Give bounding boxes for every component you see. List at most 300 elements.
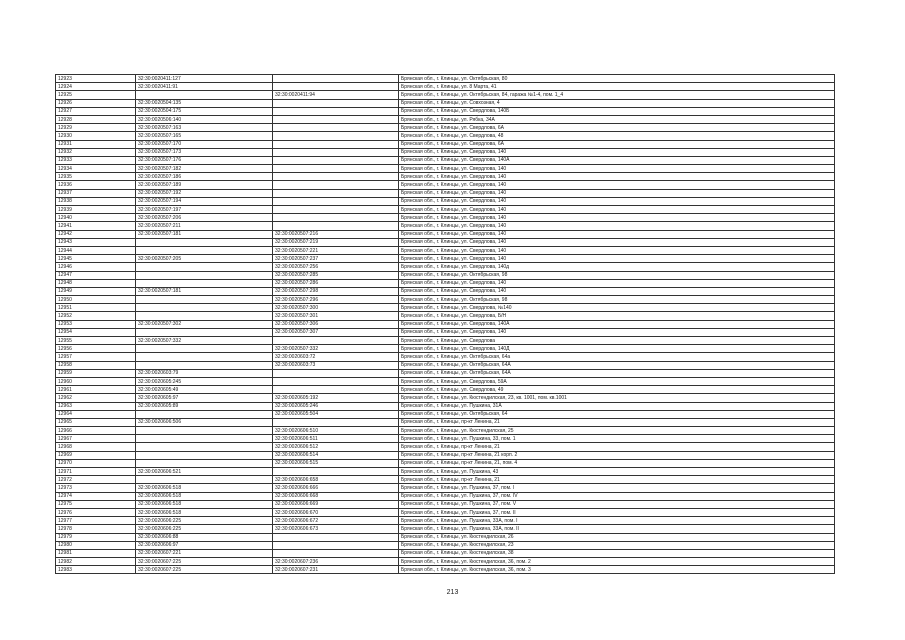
row-number-cell: 12969 [56,451,136,459]
row-number-cell: 12955 [56,337,136,345]
row-number-cell: 12980 [56,541,136,549]
table-row [56,353,835,361]
parent-cadastral-number-cell: 32:30:0020606:673 [273,525,399,533]
address-cell: Брянская обл., г. Клинцы, ул. Свердлова, 140 [399,214,835,222]
table-row [56,165,835,173]
address-cell: Брянская обл., г. Клинцы, ул. Свердлова, 140А [399,320,835,328]
table-row [56,148,835,156]
address-cell: Брянская обл., г. Клинцы, ул. Кюстендилская, 23, кв. 1001, пом. кв.1001 [399,394,835,402]
parent-cadastral-number-cell: 32:30:0020507:237 [273,255,399,263]
address-cell: Брянская обл., г. Клинцы, ул. Свердлова, 140А [399,156,835,164]
row-number-cell: 12962 [56,394,136,402]
parent-cadastral-number-cell: 32:30:0020605:504 [273,410,399,418]
cadastral-number-cell: 32:30:0020603:79 [136,369,273,377]
address-cell: Брянская обл., г. Клинцы, ул. Пушкина, 31А [399,402,835,410]
row-number-cell: 12938 [56,197,136,205]
parent-cadastral-number-cell [273,222,399,230]
address-cell: Брянская обл., г. Клинцы, ул. Свердлова, 6А [399,124,835,132]
cadastral-number-cell: 32:30:0020507:206 [136,214,273,222]
parent-cadastral-number-cell: 32:30:0020606:669 [273,500,399,508]
address-cell: Брянская обл., г. Клинцы, ул. Кюстендилская, 25 [399,427,835,435]
address-cell: Брянская обл., г. Клинцы, ул. Свердлова, 140 [399,222,835,230]
cadastral-number-cell: 32:30:0020606:225 [136,517,273,525]
cadastral-number-cell: 32:30:0020606:518 [136,508,273,516]
address-cell: Брянская обл., г. Клинцы, ул. Свердлова, 140 [399,246,835,254]
cadastral-number-cell [136,353,273,361]
parent-cadastral-number-cell: 32:30:0020411:94 [273,91,399,99]
row-number-cell: 12926 [56,99,136,107]
table-row [56,132,835,140]
cadastral-number-cell [136,91,273,99]
cadastral-number-cell [136,459,273,467]
table-row [56,263,835,271]
parent-cadastral-number-cell: 32:30:0020507:216 [273,230,399,238]
cadastral-number-cell: 32:30:0020507:192 [136,189,273,197]
row-number-cell: 12950 [56,296,136,304]
cadastral-number-cell [136,263,273,271]
table-row [56,246,835,254]
parent-cadastral-number-cell [273,549,399,557]
row-number-cell: 12975 [56,500,136,508]
row-number-cell: 12937 [56,189,136,197]
table-row [56,427,835,435]
cadastral-number-cell: 32:30:0020507:205 [136,255,273,263]
address-cell: Брянская обл., г. Клинцы, ул. Свердлова, 140 [399,287,835,295]
row-number-cell: 12979 [56,533,136,541]
row-number-cell: 12960 [56,377,136,385]
parent-cadastral-number-cell: 32:30:0020507:298 [273,287,399,295]
parent-cadastral-number-cell: 32:30:0020507:301 [273,312,399,320]
table-row [56,222,835,230]
parent-cadastral-number-cell [273,337,399,345]
cadastral-number-cell: 32:30:0020507:197 [136,206,273,214]
table-row [56,394,835,402]
parent-cadastral-number-cell: 32:30:0020606:514 [273,451,399,459]
parent-cadastral-number-cell [273,132,399,140]
table-row [56,558,835,566]
cadastral-number-cell: 32:30:0020606:88 [136,533,273,541]
table-row [56,500,835,508]
row-number-cell: 12968 [56,443,136,451]
table-row [56,181,835,189]
cadastral-number-cell: 32:30:0020606:521 [136,468,273,476]
address-cell: Брянская обл., г. Клинцы, пр-кт Ленина, 21 [399,418,835,426]
parent-cadastral-number-cell [273,386,399,394]
parent-cadastral-number-cell [273,156,399,164]
row-number-cell: 12936 [56,181,136,189]
address-cell: Брянская обл., г. Клинцы, пр-кт Ленина, 21 корп. 2 [399,451,835,459]
table-row [56,271,835,279]
parent-cadastral-number-cell: 32:30:0020605:246 [273,402,399,410]
table-row [56,189,835,197]
table-row [56,533,835,541]
cadastral-number-cell [136,476,273,484]
row-number-cell: 12957 [56,353,136,361]
table-row [56,369,835,377]
cadastral-number-cell [136,345,273,353]
parent-cadastral-number-cell [273,173,399,181]
cadastral-number-cell: 32:30:0020607:225 [136,558,273,566]
cadastral-number-cell: 32:30:0020607:225 [136,566,273,574]
row-number-cell: 12943 [56,238,136,246]
table-row [56,402,835,410]
table-row [56,75,835,83]
parent-cadastral-number-cell: 32:30:0020603:72 [273,353,399,361]
row-number-cell: 12927 [56,107,136,115]
row-number-cell: 12946 [56,263,136,271]
address-cell: Брянская обл., г. Клинцы, ул. Свердлова, 140 [399,206,835,214]
table-row [56,361,835,369]
cadastral-number-cell: 32:30:0020605:97 [136,394,273,402]
cadastral-number-cell [136,361,273,369]
row-number-cell: 12956 [56,345,136,353]
address-cell: Брянская обл., г. Клинцы, ул. Свердлова, 140 [399,189,835,197]
parent-cadastral-number-cell [273,165,399,173]
table-row [56,410,835,418]
row-number-cell: 12925 [56,91,136,99]
row-number-cell: 12966 [56,427,136,435]
cadastral-number-cell: 32:30:0020507:186 [136,173,273,181]
row-number-cell: 12941 [56,222,136,230]
table-row [56,508,835,516]
cadastral-number-cell [136,427,273,435]
table-row [56,140,835,148]
table-row [56,435,835,443]
cadastral-number-cell [136,238,273,246]
table-row [56,377,835,385]
parent-cadastral-number-cell: 32:30:0020507:221 [273,246,399,254]
cadastral-number-cell: 32:30:0020507:302 [136,320,273,328]
cadastral-number-cell [136,451,273,459]
parent-cadastral-number-cell [273,369,399,377]
row-number-cell: 12929 [56,124,136,132]
cadastral-number-cell [136,271,273,279]
cadastral-number-cell: 32:30:0020411:127 [136,75,273,83]
table-row [56,91,835,99]
cadastral-number-cell: 32:30:0020606:97 [136,541,273,549]
address-cell: Брянская обл., г. Клинцы, ул. Свердлова, 140 [399,279,835,287]
address-cell: Брянская обл., г. Клинцы, ул. Свердлова, 140 [399,148,835,156]
address-cell: Брянская обл., г. Клинцы, пр-кт Ленина, 21 [399,476,835,484]
table-row [56,304,835,312]
parent-cadastral-number-cell [273,107,399,115]
parent-cadastral-number-cell: 32:30:0020606:672 [273,517,399,525]
address-cell: Брянская обл., г. Клинцы, ул. Октябрьская, 64А [399,361,835,369]
parent-cadastral-number-cell [273,214,399,222]
cadastral-number-cell: 32:30:0020507:165 [136,132,273,140]
cadastral-number-cell: 32:30:0020504:135 [136,99,273,107]
row-number-cell: 12976 [56,508,136,516]
address-cell: Брянская обл., г. Клинцы, ул. 8 Марта, 41 [399,83,835,91]
parent-cadastral-number-cell: 32:30:0020507:256 [273,263,399,271]
table-row [56,566,835,574]
table-row [56,107,835,115]
address-cell: Брянская обл., г. Клинцы, ул. Пушкина, 43 [399,468,835,476]
address-cell: Брянская обл., г. Клинцы, ул. Свердлова, 140 [399,255,835,263]
cadastral-number-cell [136,443,273,451]
table-row [56,476,835,484]
parent-cadastral-number-cell [273,533,399,541]
table-row [56,124,835,132]
cadastral-number-cell: 32:30:0020605:49 [136,386,273,394]
table-row [56,320,835,328]
cadastral-number-cell: 32:30:0020606:518 [136,500,273,508]
cadastral-number-cell: 32:30:0020507:332 [136,337,273,345]
table-row [56,549,835,557]
address-cell: Брянская обл., г. Клинцы, ул. Пушкина, 37, пом. V [399,500,835,508]
address-cell: Брянская обл., г. Клинцы, ул. Свердлова, №140 [399,304,835,312]
address-cell: Брянская обл., г. Клинцы, ул. Свердлова, 140Б [399,107,835,115]
address-cell: Брянская обл., г. Клинцы, ул. Октябрьская, 84, гаража №1-4, пом. 1_4 [399,91,835,99]
cadastral-number-cell [136,328,273,336]
address-cell: Брянская обл., г. Клинцы, ул. Октябрьская, 98 [399,271,835,279]
address-cell: Брянская обл., г. Клинцы, ул. Пушкина, 37, пом. II [399,508,835,516]
row-number-cell: 12948 [56,279,136,287]
cadastral-number-cell: 32:30:0020507:163 [136,124,273,132]
table-row [56,214,835,222]
table-row [56,83,835,91]
address-cell: Брянская обл., г. Клинцы, ул. Октябрьская, 64А [399,369,835,377]
parent-cadastral-number-cell [273,418,399,426]
address-cell: Брянская обл., г. Клинцы, ул. Свердлова, Б/Н [399,312,835,320]
table-row [56,255,835,263]
cadastral-number-cell: 32:30:0020607:221 [136,549,273,557]
parent-cadastral-number-cell: 32:30:0020606:658 [273,476,399,484]
address-cell: Брянская обл., г. Клинцы, ул. Кюстендилская, 36, пом. 3 [399,566,835,574]
parent-cadastral-number-cell [273,140,399,148]
address-cell: Брянская обл., г. Клинцы, ул. Свердлова, 140 [399,173,835,181]
cadastral-number-cell [136,312,273,320]
row-number-cell: 12924 [56,83,136,91]
address-cell: Брянская обл., г. Клинцы, ул. Пушкина, 37, пом. I [399,484,835,492]
address-cell: Брянская обл., г. Клинцы, ул. Свердлова, 140 [399,230,835,238]
cadastral-number-cell: 32:30:0020606:225 [136,525,273,533]
parent-cadastral-number-cell [273,181,399,189]
address-cell: Брянская обл., г. Клинцы, ул. Свердлова, 140 [399,165,835,173]
cadastral-number-cell [136,410,273,418]
row-number-cell: 12977 [56,517,136,525]
table-row [56,525,835,533]
row-number-cell: 12971 [56,468,136,476]
parent-cadastral-number-cell [273,99,399,107]
cadastral-number-cell: 32:30:0020504:175 [136,107,273,115]
parent-cadastral-number-cell [273,124,399,132]
table-row [56,345,835,353]
parent-cadastral-number-cell [273,189,399,197]
address-cell: Брянская обл., г. Клинцы, пр-кт Ленина, 21 [399,443,835,451]
parent-cadastral-number-cell: 32:30:0020606:510 [273,427,399,435]
table-row [56,492,835,500]
parent-cadastral-number-cell [273,197,399,205]
address-cell: Брянская обл., г. Клинцы, пр-кт Ленина, 21, пом. 4 [399,459,835,467]
property-registry-table [55,74,835,574]
table-row [56,115,835,123]
row-number-cell: 12972 [56,476,136,484]
table-row [56,386,835,394]
row-number-cell: 12973 [56,484,136,492]
row-number-cell: 12978 [56,525,136,533]
cadastral-number-cell: 32:30:0020507:181 [136,287,273,295]
row-number-cell: 12958 [56,361,136,369]
parent-cadastral-number-cell [273,377,399,385]
cadastral-number-cell: 32:30:0020507:211 [136,222,273,230]
address-cell: Брянская обл., г. Клинцы, ул. Кюстендилская, 26 [399,533,835,541]
address-cell: Брянская обл., г. Клинцы, ул. Свердлова, 140Д [399,345,835,353]
row-number-cell: 12928 [56,115,136,123]
address-cell: Брянская обл., г. Клинцы, ул. Совхозная, 4 [399,99,835,107]
row-number-cell: 12953 [56,320,136,328]
cadastral-number-cell: 32:30:0020606:506 [136,418,273,426]
table-row [56,279,835,287]
table-row [56,451,835,459]
table-row [56,197,835,205]
table-row [56,337,835,345]
address-cell: Брянская обл., г. Клинцы, ул. Свердлова, 140 [399,238,835,246]
row-number-cell: 12940 [56,214,136,222]
table-row [56,238,835,246]
row-number-cell: 12954 [56,328,136,336]
address-cell: Брянская обл., г. Клинцы, ул. Рябка, 34А [399,115,835,123]
parent-cadastral-number-cell [273,75,399,83]
parent-cadastral-number-cell [273,148,399,156]
row-number-cell: 12970 [56,459,136,467]
row-number-cell: 12944 [56,246,136,254]
parent-cadastral-number-cell: 32:30:0020507:285 [273,271,399,279]
cadastral-number-cell: 32:30:0020605:245 [136,377,273,385]
row-number-cell: 12964 [56,410,136,418]
row-number-cell: 12935 [56,173,136,181]
cadastral-number-cell: 32:30:0020506:140 [136,115,273,123]
table-row [56,418,835,426]
address-cell: Брянская обл., г. Клинцы, ул. Пушкина, 33А, пом. I [399,517,835,525]
cadastral-number-cell [136,304,273,312]
row-number-cell: 12945 [56,255,136,263]
page-number: 213 [446,589,459,596]
parent-cadastral-number-cell: 32:30:0020507:286 [273,279,399,287]
address-cell: Брянская обл., г. Клинцы, ул. Свердлова, 140 [399,197,835,205]
parent-cadastral-number-cell: 32:30:0020603:73 [273,361,399,369]
parent-cadastral-number-cell: 32:30:0020605:192 [273,394,399,402]
row-number-cell: 12939 [56,206,136,214]
cadastral-number-cell: 32:30:0020507:181 [136,230,273,238]
row-number-cell: 12947 [56,271,136,279]
row-number-cell: 12961 [56,386,136,394]
row-number-cell: 12963 [56,402,136,410]
parent-cadastral-number-cell: 32:30:0020606:515 [273,459,399,467]
cadastral-number-cell: 32:30:0020507:170 [136,140,273,148]
row-number-cell: 12974 [56,492,136,500]
row-number-cell: 12949 [56,287,136,295]
address-cell: Брянская обл., г. Клинцы, ул. Свердлова, 140 [399,181,835,189]
parent-cadastral-number-cell: 32:30:0020606:512 [273,443,399,451]
parent-cadastral-number-cell: 32:30:0020507:219 [273,238,399,246]
cadastral-number-cell: 32:30:0020507:189 [136,181,273,189]
cadastral-number-cell: 32:30:0020507:194 [136,197,273,205]
table-body [56,75,835,574]
address-cell: Брянская обл., г. Клинцы, ул. Октябрьская, 64а [399,353,835,361]
address-cell: Брянская обл., г. Клинцы, ул. Свердлова, 59А [399,377,835,385]
parent-cadastral-number-cell: 32:30:0020606:666 [273,484,399,492]
row-number-cell: 12965 [56,418,136,426]
parent-cadastral-number-cell [273,468,399,476]
table-row [56,459,835,467]
parent-cadastral-number-cell [273,83,399,91]
cadastral-number-cell [136,246,273,254]
address-cell: Брянская обл., г. Клинцы, ул. Октябрьская, 80 [399,75,835,83]
cadastral-number-cell: 32:30:0020605:89 [136,402,273,410]
parent-cadastral-number-cell: 32:30:0020607:236 [273,558,399,566]
row-number-cell: 12931 [56,140,136,148]
address-cell: Брянская обл., г. Клинцы, ул. Кюстендилская, 38 [399,549,835,557]
address-cell: Брянская обл., г. Клинцы, ул. Свердлова, 6А [399,140,835,148]
parent-cadastral-number-cell: 32:30:0020507:296 [273,296,399,304]
row-number-cell: 12959 [56,369,136,377]
address-cell: Брянская обл., г. Клинцы, ул. Пушкина, 33А, пом. II [399,525,835,533]
table-row [56,517,835,525]
address-cell: Брянская обл., г. Клинцы, ул. Кюстендилская, 23 [399,541,835,549]
row-number-cell: 12942 [56,230,136,238]
table-row [56,173,835,181]
table-row [56,312,835,320]
cadastral-number-cell [136,296,273,304]
parent-cadastral-number-cell: 32:30:0020507:306 [273,320,399,328]
cadastral-number-cell: 32:30:0020507:173 [136,148,273,156]
parent-cadastral-number-cell: 32:30:0020507:307 [273,328,399,336]
address-cell: Брянская обл., г. Клинцы, ул. Октябрьская, 64 [399,410,835,418]
table-row [56,484,835,492]
cadastral-number-cell: 32:30:0020411:91 [136,83,273,91]
table-row [56,328,835,336]
table-row [56,296,835,304]
address-cell: Брянская обл., г. Клинцы, ул. Свердлова [399,337,835,345]
address-cell: Брянская обл., г. Клинцы, ул. Пушкина, 37, пом. IV [399,492,835,500]
address-cell: Брянская обл., г. Клинцы, ул. Свердлова, 140д [399,263,835,271]
cadastral-number-cell: 32:30:0020507:176 [136,156,273,164]
row-number-cell: 12930 [56,132,136,140]
row-number-cell: 12933 [56,156,136,164]
address-cell: Брянская обл., г. Клинцы, ул. Свердлова, 48 [399,132,835,140]
parent-cadastral-number-cell [273,541,399,549]
parent-cadastral-number-cell: 32:30:0020607:231 [273,566,399,574]
row-number-cell: 12967 [56,435,136,443]
table-row [56,99,835,107]
address-cell: Брянская обл., г. Клинцы, ул. Свердлова, 49 [399,386,835,394]
row-number-cell: 12981 [56,549,136,557]
address-cell: Брянская обл., г. Клинцы, ул. Свердлова, 140 [399,328,835,336]
cadastral-number-cell [136,279,273,287]
parent-cadastral-number-cell: 32:30:0020606:670 [273,508,399,516]
row-number-cell: 12983 [56,566,136,574]
parent-cadastral-number-cell: 32:30:0020507:300 [273,304,399,312]
table-row [56,156,835,164]
row-number-cell: 12923 [56,75,136,83]
row-number-cell: 12982 [56,558,136,566]
cadastral-number-cell: 32:30:0020507:182 [136,165,273,173]
row-number-cell: 12951 [56,304,136,312]
table-row [56,443,835,451]
table-row [56,287,835,295]
cadastral-number-cell: 32:30:0020606:518 [136,492,273,500]
address-cell: Брянская обл., г. Клинцы, ул. Октябрьская, 98 [399,296,835,304]
parent-cadastral-number-cell: 32:30:0020507:332 [273,345,399,353]
row-number-cell: 12934 [56,165,136,173]
table-row [56,541,835,549]
row-number-cell: 12952 [56,312,136,320]
row-number-cell: 12932 [56,148,136,156]
cadastral-number-cell [136,435,273,443]
address-cell: Брянская обл., г. Клинцы, ул. Кюстендилская, 36, пом. 2 [399,558,835,566]
parent-cadastral-number-cell: 32:30:0020606:511 [273,435,399,443]
